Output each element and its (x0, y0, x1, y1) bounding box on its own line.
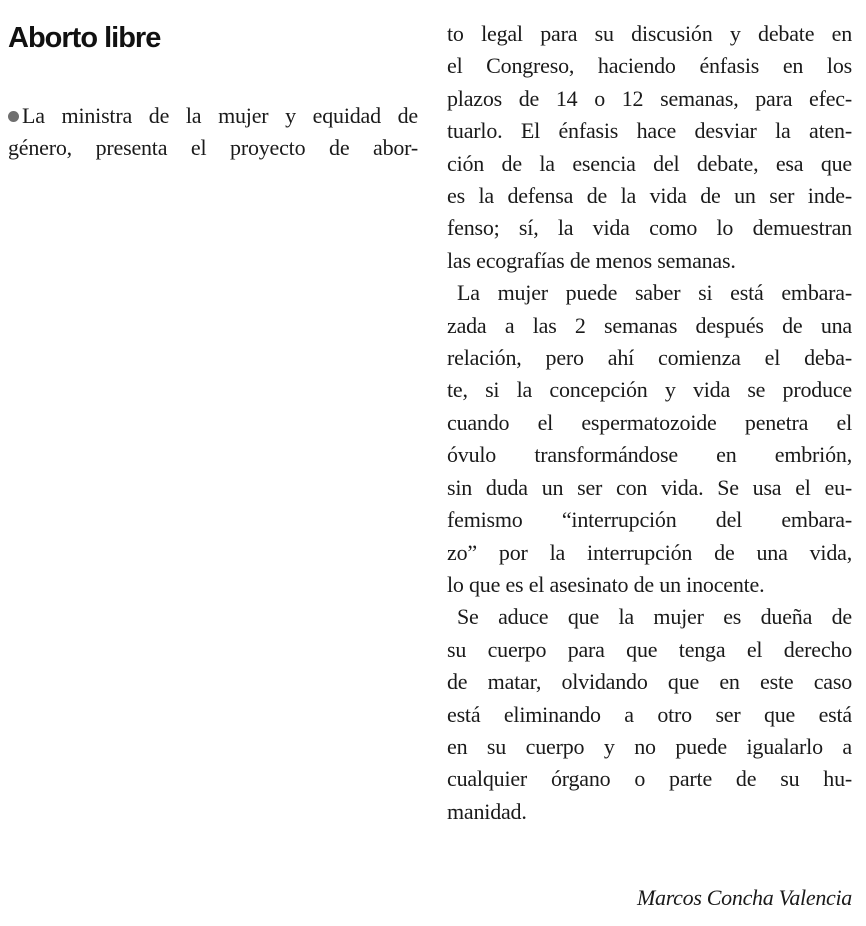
body-line: en su cuerpo y no puede igualarlo a (447, 733, 852, 759)
right-column (447, 18, 852, 828)
body-line: cualquier órgano o parte de su hu- (447, 766, 852, 792)
body-line: tuarlo. El énfasis hace desviar la aten- (447, 118, 852, 144)
body-line: relación, pero ahí comienza el deba- (447, 345, 852, 371)
body-line: óvulo transformándose en embrión, (447, 442, 852, 468)
body-line: zo” por la interrupción de una vida, (447, 539, 852, 565)
body-line: es la defensa de la vida de un ser inde- (447, 183, 852, 209)
body-line: género, presenta el proyecto de abor- (8, 135, 418, 161)
body-line: zada a las 2 semanas después de una (447, 312, 852, 338)
body-line: sin duda un ser con vida. Se usa el eu- (447, 474, 852, 500)
body-line: La mujer puede saber si está embara- (457, 280, 852, 306)
body-line: su cuerpo para que tenga el derecho (447, 636, 852, 662)
body-line: te, si la concepción y vida se produce (447, 377, 852, 403)
article-title: Aborto libre (8, 22, 161, 54)
body-line: Se aduce que la mujer es dueña de (457, 604, 852, 630)
body-line: el Congreso, haciendo énfasis en los (447, 53, 852, 79)
body-line: está eliminando a otro ser que está (447, 701, 852, 727)
body-line: ción de la esencia del debate, esa que (447, 150, 852, 176)
body-line: La ministra de la mujer y equidad de (8, 100, 418, 132)
body-line: manidad. (447, 798, 527, 824)
body-line: femismo “interrupción del embara- (447, 507, 852, 533)
body-line: fenso; sí, la vida como lo demuestran (447, 215, 852, 241)
body-line: to legal para su discusión y debate en (447, 21, 852, 46)
body-line: cuando el espermatozoide penetra el (447, 409, 852, 435)
body-line: lo que es el asesinato de un inocente. (447, 571, 765, 597)
body-line: de matar, olvidando que en este caso (447, 669, 852, 695)
bullet-icon (8, 111, 19, 122)
body-line: las ecografías de menos semanas. (447, 247, 736, 273)
left-column (8, 18, 418, 165)
author-signature: Marcos Concha Valencia (637, 885, 852, 910)
body-line: plazos de 14 o 12 semanas, para efec- (447, 85, 852, 111)
